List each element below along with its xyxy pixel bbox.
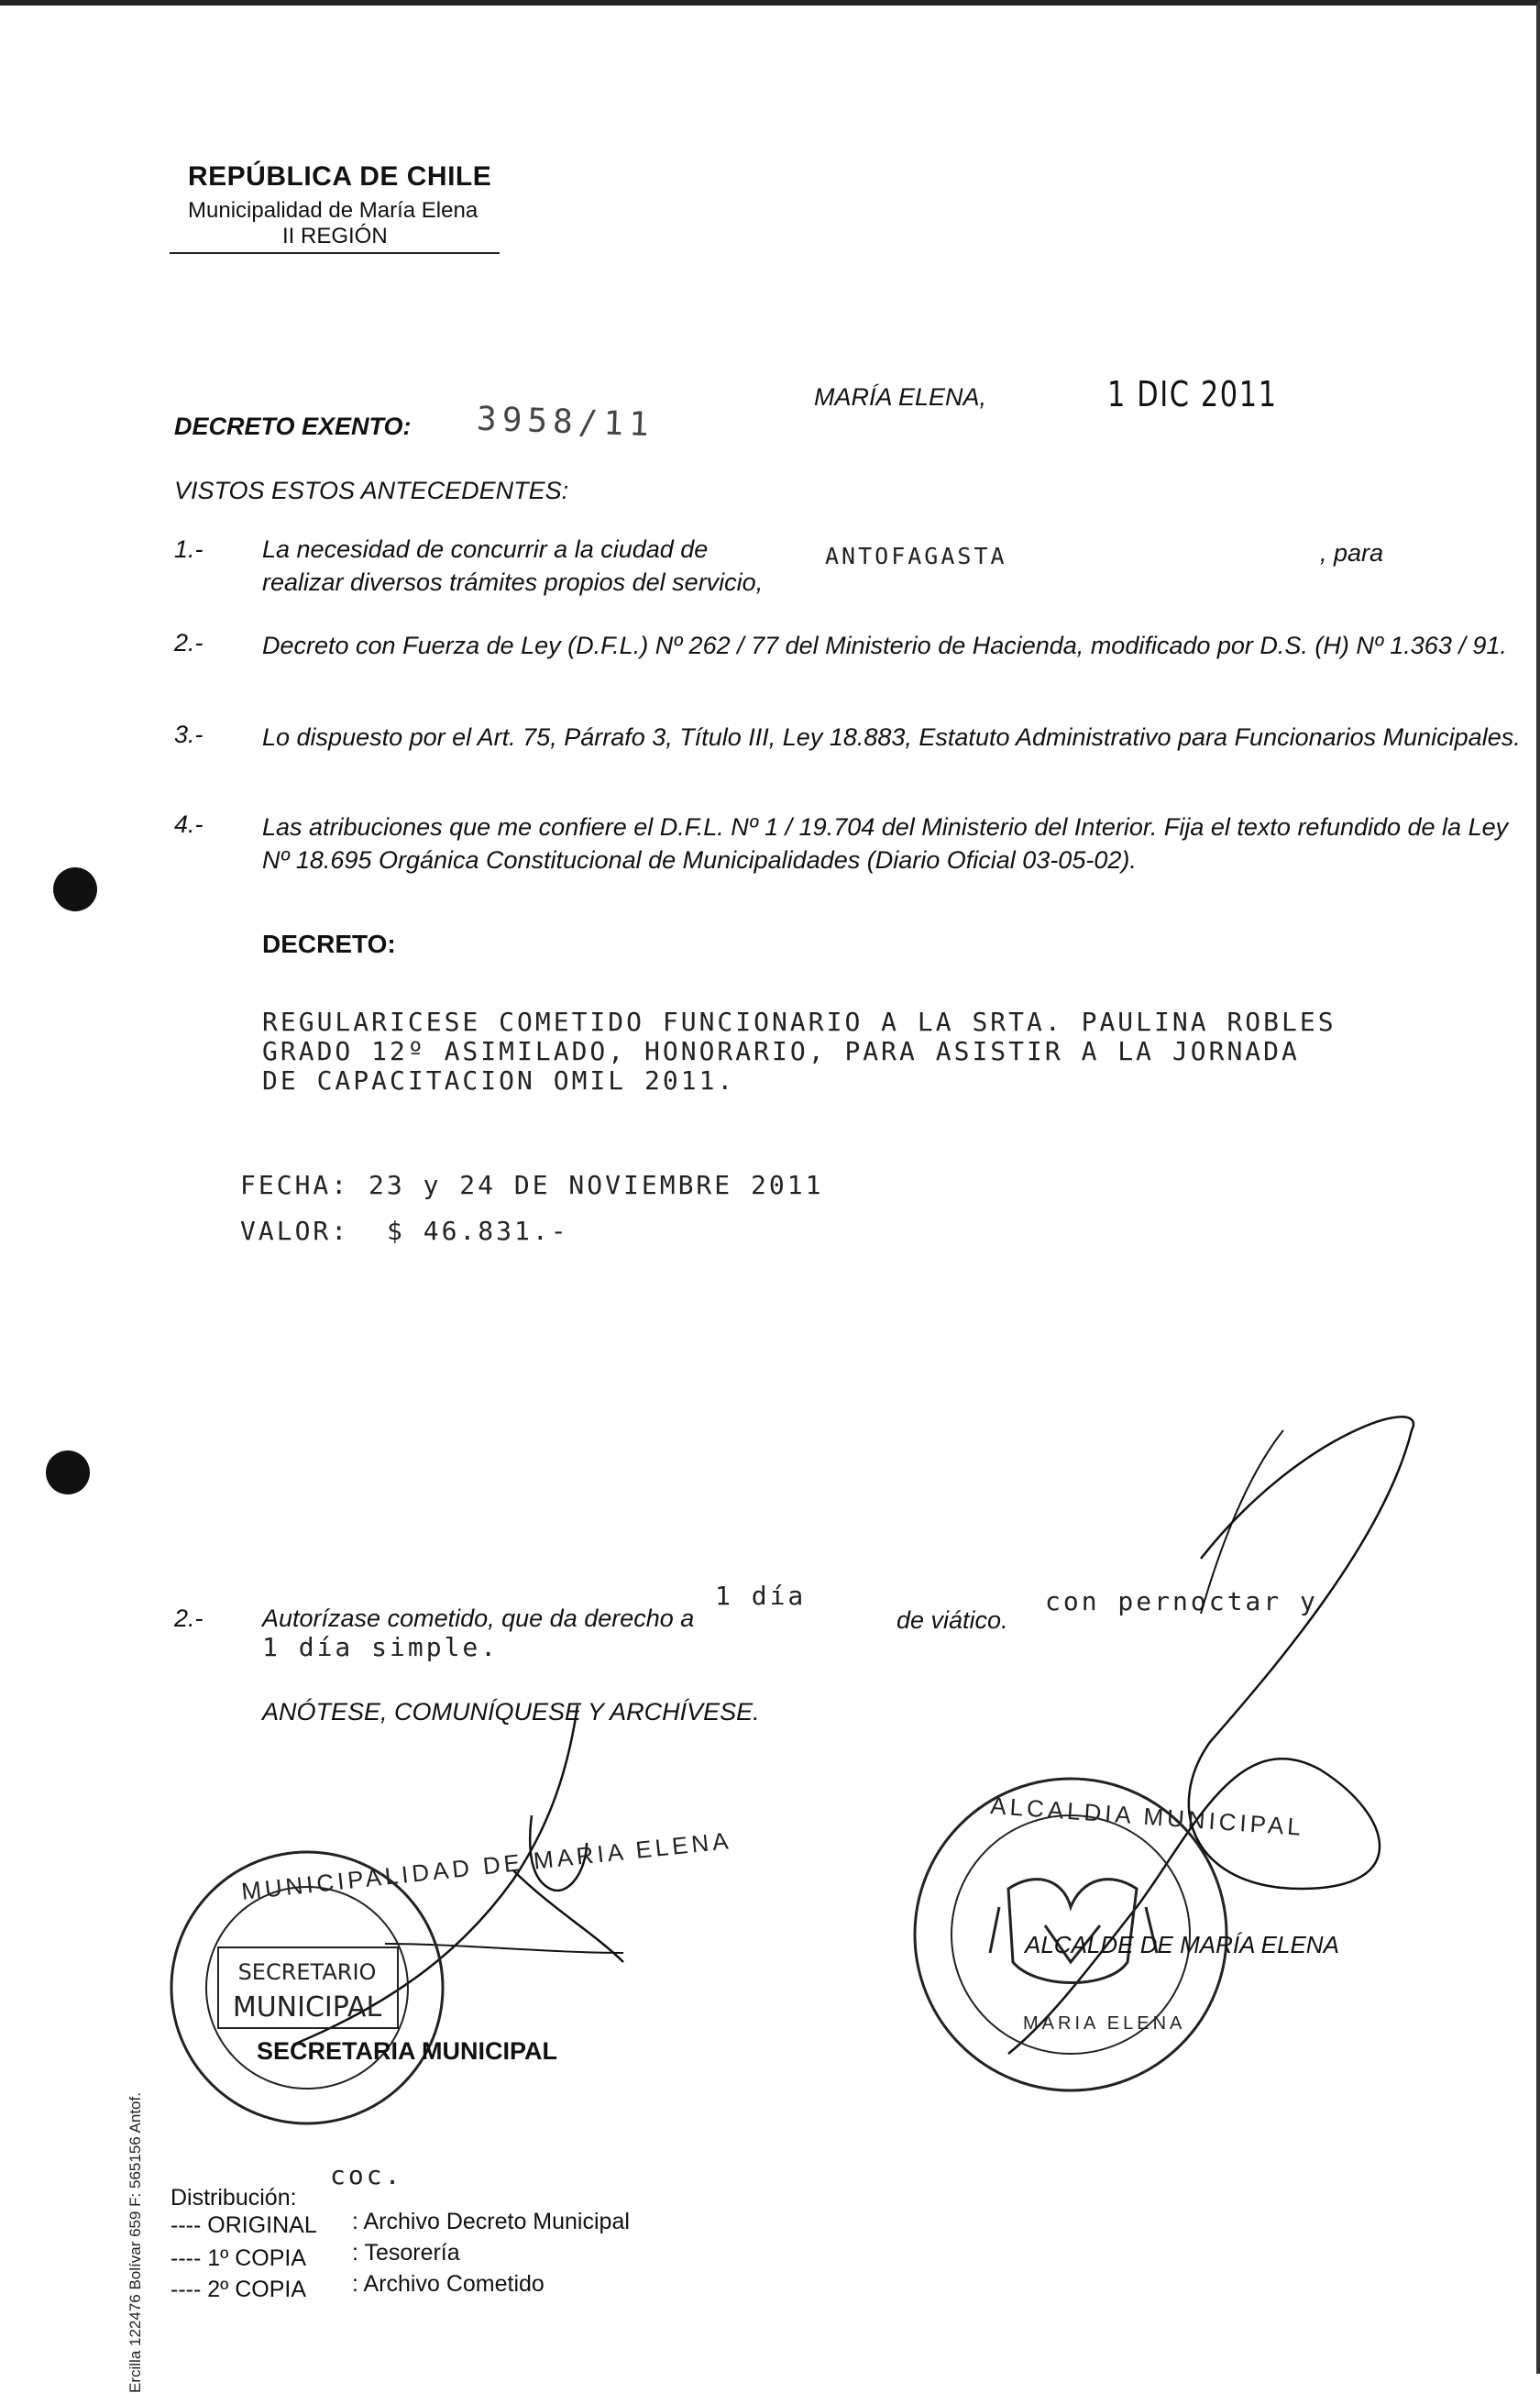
distribution-row-original-copy: ---- ORIGINAL (170, 2212, 317, 2238)
item2-overnight: con pernoctar y (1045, 1586, 1318, 1616)
item2-simple: 1 día simple. (262, 1632, 500, 1662)
header-municipality: Municipalidad de María Elena (188, 198, 478, 223)
decreto-line-1: REGULARICESE COMETIDO FUNCIONARIO A LA SRTA. PAULINA ROBLES (262, 1007, 1336, 1037)
header-rule (170, 252, 500, 254)
punch-hole-top (53, 867, 97, 911)
distribution-title: Distribución: (170, 2185, 297, 2211)
signatures-svg (0, 1375, 1540, 2164)
distribution-row-copy1-copy: ---- 1º COPIA (170, 2245, 307, 2271)
decree-date-stamp: 1 DIC 2011 (1107, 374, 1278, 414)
fecha-value: 23 y 24 DE NOVIEMBRE 2011 (368, 1170, 824, 1200)
distribution-row-original-dest: : Archivo Decreto Municipal (352, 2209, 630, 2234)
item2-days: 1 día (715, 1581, 807, 1611)
vistos-item-1-text-b: realizar diversos trámites propios del servicio, (262, 568, 764, 596)
distribution-row-copy2-dest: : Archivo Cometido (352, 2271, 544, 2297)
mayor-title: ALCALDE DE MARÍA ELENA (1025, 1931, 1339, 1958)
closing-formula: ANÓTESE, COMUNÍQUESE Y ARCHÍVESE. (262, 1698, 760, 1726)
vistos-item-4-num: 4.- (174, 811, 204, 838)
vistos-item-1-num: 1.- (174, 535, 204, 563)
secretary-seal-ring: MUNICIPALIDAD DE MARIA ELENA (239, 1825, 733, 1906)
secretary-title: SECRETARIA MUNICIPAL (257, 2037, 557, 2065)
item2-num: 2.- (174, 1605, 204, 1632)
secretary-seal-center-a: SECRETARIO (237, 1959, 377, 1985)
valor-value: $ 46.831.- (387, 1216, 569, 1246)
vistos-item-1-city: ANTOFAGASTA (825, 543, 1007, 569)
vistos-item-2-num: 2.- (174, 629, 204, 656)
distribution-row-copy1-dest: : Tesorería (352, 2240, 460, 2266)
decreto-title: DECRETO: (262, 930, 396, 958)
mayor-seal-bottom: MARIA ELENA (1023, 2013, 1186, 2034)
header-country: REPÚBLICA DE CHILE (188, 161, 492, 192)
item2-text-a: Autorízase cometido, que da derecho a (262, 1605, 695, 1632)
decreto-line-2: GRADO 12º ASIMILADO, HONORARIO, PARA ASISTIR A LA JORNADA (262, 1036, 1300, 1066)
mayor-seal-ring: ALCALDIA MUNICIPAL (989, 1792, 1305, 1841)
header-region: II REGIÓN (282, 224, 388, 248)
vistos-item-3-num: 3.- (174, 721, 204, 748)
decree-label: DECRETO EXENTO: (174, 413, 412, 440)
distribution-row-copy2-copy: ---- 2º COPIA (170, 2277, 307, 2302)
vistos-item-2-text: Decreto con Fuerza de Ley (D.F.L.) Nº 262 / 77 del Ministerio de Hacienda, modificado por D.S. (H) Nº 1.363 / 91. (262, 632, 1507, 659)
item2-text-b: de viático. (896, 1606, 1008, 1634)
vistos-item-1-tail: , para (1320, 539, 1384, 567)
fecha-label: FECHA: (240, 1170, 350, 1200)
vistos-item-1-text-a: La necesidad de concurrir a la ciudad de (262, 535, 709, 563)
decree-number: 3958/11 (476, 400, 655, 445)
valor-label: VALOR: (240, 1216, 350, 1246)
vistos-item-3-text: Lo dispuesto por el Art. 75, Párrafo 3, Título III, Ley 18.883, Estatuto Administrativo para Funcionarios Municipales. (262, 723, 1521, 751)
decree-place: MARÍA ELENA, (814, 383, 987, 411)
typist-initials: coc. (330, 2160, 403, 2190)
printer-imprint: Ercilla 122476 Bolívar 659 F: 565156 Antof. (126, 2092, 144, 2393)
decreto-line-3: DE CAPACITACION OMIL 2011. (262, 1065, 736, 1096)
secretary-seal-center-b: MUNICIPAL (232, 1991, 382, 2024)
vistos-item-4-text: Las atribuciones que me confiere el D.F.L. Nº 1 / 19.704 del Ministerio del Interior. Fija el texto refundido de la Ley Nº 18.695 Orgánica Constitucional de Municipalidades (Diario Oficial 03-05-02). (262, 813, 1509, 874)
vistos-title: VISTOS ESTOS ANTECEDENTES: (174, 477, 569, 504)
